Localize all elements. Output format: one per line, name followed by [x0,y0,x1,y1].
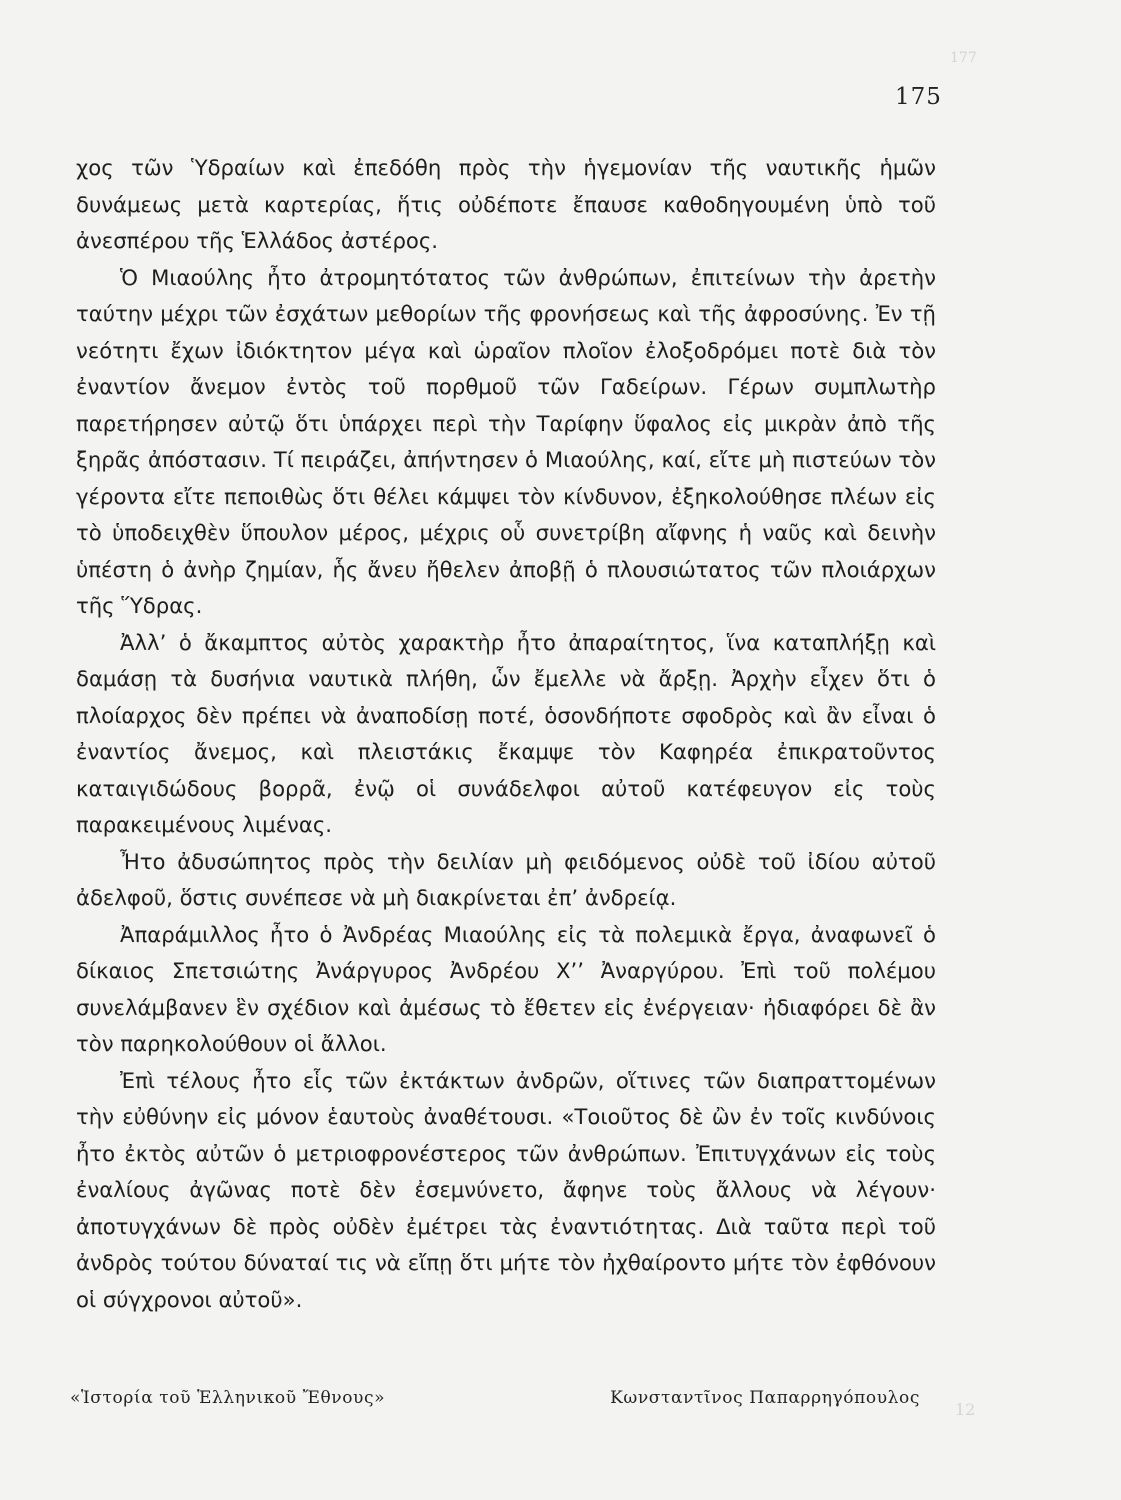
paragraph-5: Ἀπαράμιλλος ἦτο ὁ Ἀνδρέας Μιαούλης εἰς τὰ πολεμικὰ ἔργα, ἀναφωνεῖ ὁ δίκαιος Σπετσιώτης Ἀνάργυρος Ἀνδρέου Χ’’ Ἀναργύρου. Ἐπὶ τοῦ πολέμου συνελάμβανεν ἓν σχέδιον καὶ ἀμέσως τὸ ἔθετεν εἰς ἐνέργειαν· ἠδιαφόρει δὲ ἂν τὸν παρηκολούθουν οἱ ἄλλοι. [76,921,936,1056]
bleed-through-folio: 12 [955,1400,976,1419]
paragraph-1: χος τῶν Ὑδραίων καὶ ἐπεδόθη πρὸς τὴν ἡγεμονίαν τῆς ναυτικῆς ἡμῶν δυνάμεως μετὰ καρτερίας, ἥτις οὐδέποτε ἔπαυσε καθοδηγουμένη ὑπὸ τοῦ ἀνεσπέρου τῆς Ἑλλάδος ἀστέρος. [76,155,936,253]
paragraph-3: Ἀλλ’ ὁ ἄκαμπτος αὐτὸς χαρακτὴρ ἦτο ἀπαραίτητος, ἵνα καταπλήξῃ καὶ δαμάσῃ τὰ δυσήνια ναυτικὰ πλήθη, ὧν ἔμελλε νὰ ἄρξῃ. Ἀρχὴν εἶχεν ὅτι ὁ πλοίαρχος δὲν πρέπει νὰ ἀναποδίσῃ ποτέ, ὁσονδήποτε σφοδρὸς καὶ ἂν εἶναι ὁ ἐναντίος ἄνεμος, καὶ πλειστάκις ἔκαμψε τὸν Καφηρέα ἐπικρατοῦντος καταιγιδώδους βορρᾶ, ἐνῷ οἱ συνάδελφοι αὐτοῦ κατέφευγον εἰς τοὺς παρακειμένους λιμένας. [76,629,936,837]
paragraph-2: Ὁ Μιαούλης ἦτο ἀτρομητότατος τῶν ἀνθρώπων, ἐπιτείνων τὴν ἀρετὴν ταύτην μέχρι τῶν ἐσχάτων μεθορίων τῆς φρονήσεως καὶ τῆς ἀφροσύνης. Ἐν τῇ νεότητι ἔχων ἰδιόκτητον μέγα καὶ ὡραῖον πλοῖον ἐλοξοδρόμει ποτὲ διὰ τὸν ἐναντίον ἄνεμον ἐντὸς τοῦ πορθμοῦ τῶν Γαδείρων. Γέρων συμπλωτὴρ παρετήρησεν αὐτῷ ὅτι ὑπάρχει περὶ τὴν Ταρίφην ὕφαλος εἰς μικρὰν ἀπὸ τῆς ξηρᾶς ἀπόστασιν. Τί πειράζει, ἀπήντησεν ὁ Μιαούλης, καί, εἴτε μὴ πιστεύων τὸν γέροντα εἴτε πεποιθὼς ὅτι θέλει κάμψει τὸν κίνδυνον, ἐξηκολούθησε πλέων εἰς τὸ ὑποδειχθὲν ὕπουλον μέρος, μέχρις οὗ συνετρίβη αἴφνης ἡ ναῦς καὶ δεινὴν ὑπέστη ὁ ἀνὴρ ζημίαν, ἧς ἄνευ ἤθελεν ἀποβῇ ὁ πλουσιώτατος τῶν πλοιάρχων τῆς Ὕδρας. [76,264,936,618]
bleed-through-page-number: 177 [950,50,977,66]
body-text [76,150,936,1318]
source-title: «Ἱστορία τοῦ Ἑλληνικοῦ Ἔθνους» [70,1388,386,1408]
paragraph-4: Ἦτο ἀδυσώπητος πρὸς τὴν δειλίαν μὴ φειδόμενος οὐδὲ τοῦ ἰδίου αὐτοῦ ἀδελφοῦ, ὅστις συνέπεσε νὰ μὴ διακρίνεται ἐπ’ ἀνδρείᾳ. [76,848,936,910]
page-number: 175 [895,84,942,110]
paragraph-6: Ἐπὶ τέλους ἦτο εἷς τῶν ἐκτάκτων ἀνδρῶν, οἵτινες τῶν διαπραττομένων τὴν εὐθύνην εἰς μόνον ἑαυτοὺς ἀναθέτουσι. «Τοιοῦτος δὲ ὢν ἐν τοῖς κινδύνοις ἦτο ἐκτὸς αὐτῶν ὁ μετριοφρονέστερος τῶν ἀνθρώπων. Ἐπιτυγχάνων εἰς τοὺς ἐναλίους ἀγῶνας ποτὲ δὲν ἐσεμνύνετο, ἄφηνε τοὺς ἄλλους νὰ λέγουν· ἀποτυγχάνων δὲ πρὸς οὐδὲν ἐμέτρει τὰς ἐναντιότητας. Διὰ ταῦτα περὶ τοῦ ἀνδρὸς τούτου δύναταί τις νὰ εἴπῃ ὅτι μήτε τὸν ἠχθαίροντο μήτε τὸν ἐφθόνουν οἱ σύγχρονοι αὐτοῦ». [76,1067,936,1312]
source-author: Κωνσταντῖνος Παπαρρηγόπουλος [610,1388,920,1408]
source-citation [70,1388,920,1408]
